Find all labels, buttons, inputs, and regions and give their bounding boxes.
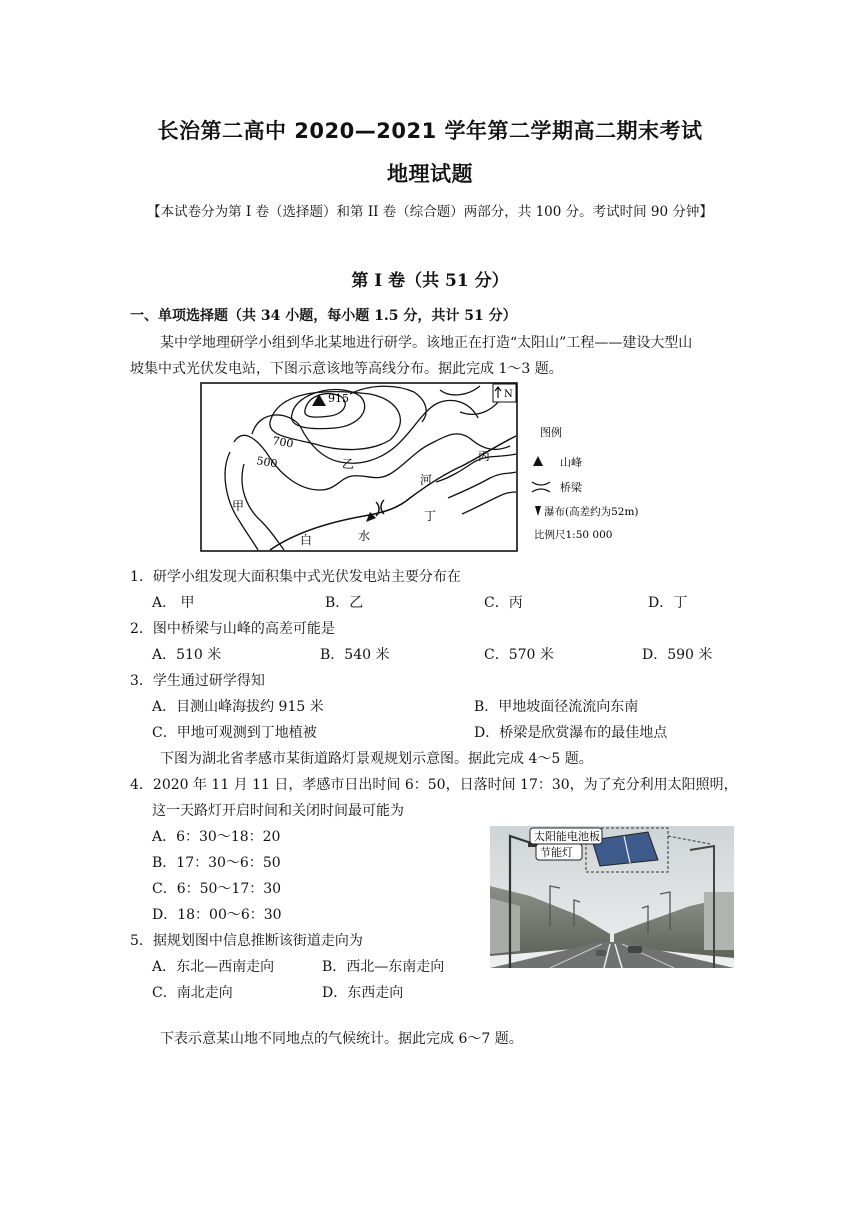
car-icon xyxy=(628,946,642,953)
intro3: 下表示意某山地不同地点的气候统计。据此完成 6～7 题。 xyxy=(160,1031,523,1047)
q5-option-b[interactable]: B．西北—东南走向 xyxy=(322,959,445,975)
north-label: N xyxy=(504,389,513,400)
q1-option-b[interactable]: B．乙 xyxy=(325,595,364,611)
place-yi: 乙 xyxy=(342,457,355,471)
q3-option-d[interactable]: D．桥梁是欣赏瀑布的最佳地点 xyxy=(474,725,668,741)
map-scale: 比例尺1:50 000 xyxy=(534,529,613,541)
q4-option-c[interactable]: C．6：50～17：30 xyxy=(152,881,282,897)
intro1-line1: 某中学地理研学小组到华北某地进行研学。该地正在打造“太阳山”工程——建设大型山 xyxy=(160,335,693,351)
q5-option-a[interactable]: A．东北—西南走向 xyxy=(152,959,275,975)
exam-note: 【本试卷分为第 I 卷（选择题）和第 II 卷（综合题）两部分，共 100 分。考试时间 90 分钟】 xyxy=(147,204,713,220)
q3-option-b[interactable]: B．甲地坡面径流流向东南 xyxy=(474,699,639,715)
legend-title: 图例 xyxy=(540,426,562,439)
contour-map xyxy=(200,382,670,554)
street-photo xyxy=(490,826,734,968)
q2-option-a[interactable]: A．510 米 xyxy=(152,647,222,663)
river-char-shui: 水 xyxy=(358,529,371,543)
q4-stem-line1: 4．2020 年 11 月 11 日，孝感市日出时间 6：50，日落时间 17：30，为了充分利用太阳照明， xyxy=(130,777,738,793)
q2-option-c[interactable]: C．570 米 xyxy=(484,647,554,663)
contour-label-500: 500 xyxy=(255,454,279,471)
peak-label: 915 xyxy=(328,392,349,405)
legend-waterfall-icon xyxy=(535,506,541,516)
place-ding: 丁 xyxy=(424,509,437,523)
q4-option-d[interactable]: D．18：00～6：30 xyxy=(152,907,282,923)
exam-title: 长治第二高中 2020—2021 学年第二学期高二期末考试 xyxy=(157,119,703,143)
place-bing: 丙 xyxy=(478,449,491,463)
q5-stem: 5．据规划图中信息推断该街道走向为 xyxy=(130,933,363,949)
exam-subject: 地理试题 xyxy=(387,162,473,186)
q5-option-d[interactable]: D．东西走向 xyxy=(322,985,404,1001)
intro1-line2: 坡集中式光伏发电站，下图示意该地等高线分布。据此完成 1～3 题。 xyxy=(130,361,563,377)
q5-option-c[interactable]: C．南北走向 xyxy=(152,985,233,1001)
legend-waterfall-label: 瀑布(高差约为52m) xyxy=(544,506,639,518)
q1-stem: 1．研学小组发现大面积集中式光伏发电站主要分布在 xyxy=(130,569,461,585)
q4-option-a[interactable]: A．6：30～18：20 xyxy=(152,829,281,845)
legend-bridge-icon xyxy=(532,482,550,492)
label-solar-panel: 太阳能电池板 xyxy=(534,830,600,843)
q1-option-d[interactable]: D．丁 xyxy=(648,595,688,611)
section-title: 一、单项选择题（共 34 小题，每小题 1.5 分，共计 51 分） xyxy=(130,308,517,324)
q4-stem-line2: 这一天路灯开启时间和关闭时间最可能为 xyxy=(152,803,404,819)
q2-option-b[interactable]: B．540 米 xyxy=(320,647,390,663)
legend-peak-icon xyxy=(533,456,543,466)
q1-option-c[interactable]: C．丙 xyxy=(484,595,523,611)
place-jia: 甲 xyxy=(232,499,245,513)
q3-option-a[interactable]: A．目测山峰海拔约 915 米 xyxy=(152,699,324,715)
q2-stem: 2．图中桥梁与山峰的高差可能是 xyxy=(130,621,335,637)
part-heading: 第 I 卷（共 51 分） xyxy=(351,271,509,291)
river-char-bai: 白 xyxy=(300,533,313,547)
q4-option-b[interactable]: B．17：30～6：50 xyxy=(152,855,281,871)
q2-option-d[interactable]: D．590 米 xyxy=(642,647,713,663)
label-lamp: 节能灯 xyxy=(540,846,573,859)
contour-label-700: 700 xyxy=(271,434,295,451)
legend-bridge-label: 桥梁 xyxy=(560,481,582,494)
legend-peak-label: 山峰 xyxy=(560,456,582,469)
intro2: 下图为湖北省孝感市某街道路灯景观规划示意图。据此完成 4～5 题。 xyxy=(160,751,593,767)
q3-stem: 3．学生通过研学得知 xyxy=(130,673,265,689)
q1-option-a[interactable]: A． 甲 xyxy=(152,595,195,611)
q3-option-c[interactable]: C．甲地可观测到丁地植被 xyxy=(152,725,317,741)
river-char-he: 河 xyxy=(420,473,433,487)
